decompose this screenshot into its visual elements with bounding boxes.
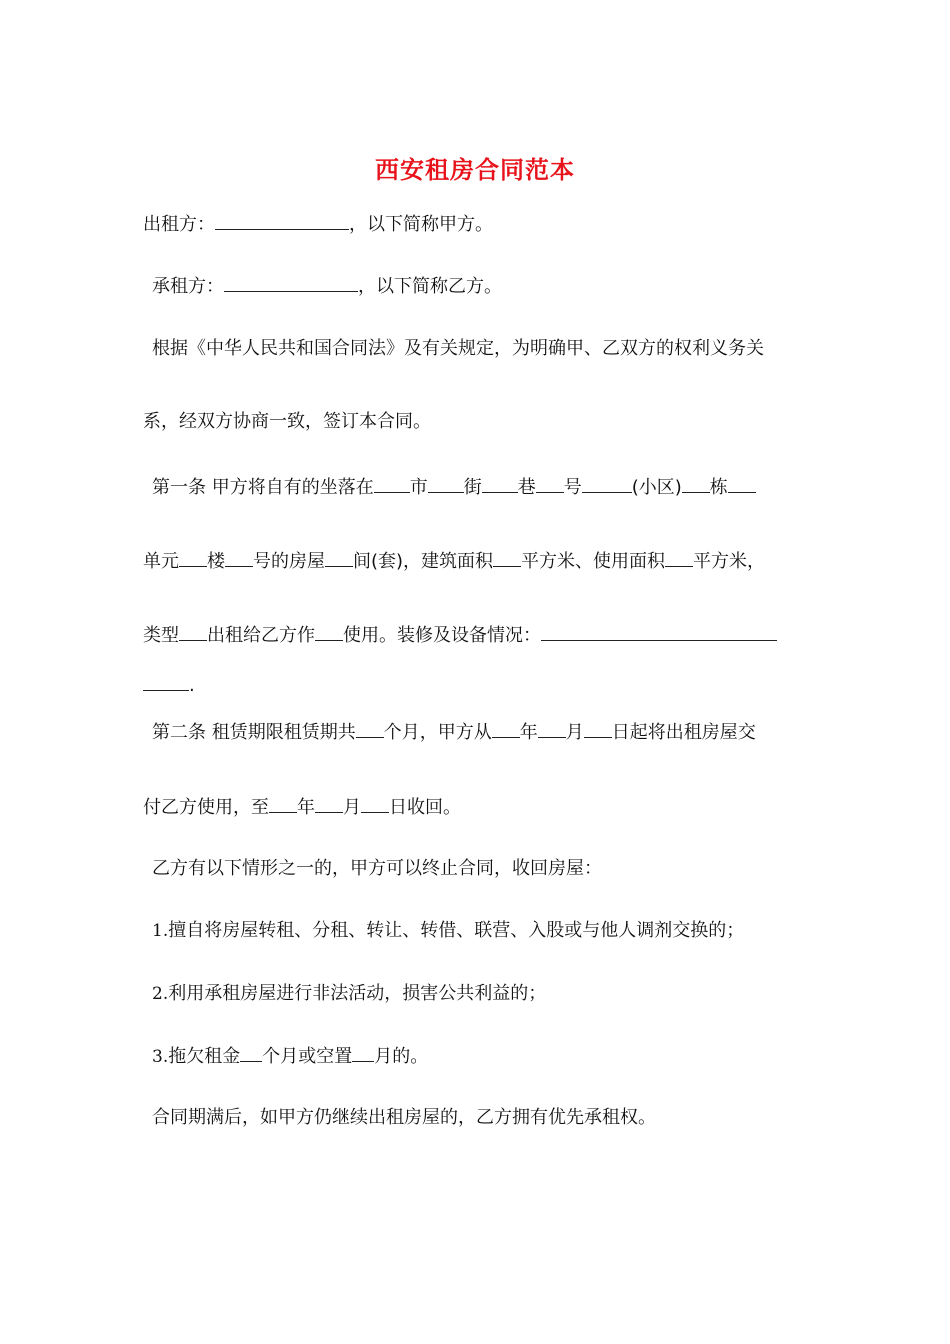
article1-line-2 xyxy=(143,548,813,575)
item-text: 擅自将房屋转租、分租、转让、转借、联营、入股或与他人调剂交换的； xyxy=(168,920,745,941)
number-blank xyxy=(536,474,564,493)
lessor-line xyxy=(143,211,813,238)
lane-blank xyxy=(482,474,518,493)
months-blank xyxy=(356,719,384,738)
vacancy-months-blank xyxy=(352,1043,374,1062)
floor-area-blank xyxy=(493,548,521,567)
street-blank xyxy=(428,474,464,493)
article1-text: 楼 xyxy=(207,551,225,572)
lessee-name-blank xyxy=(224,273,358,292)
end-year-blank xyxy=(269,794,297,813)
item-text: 月的。 xyxy=(374,1046,429,1067)
start-year-blank xyxy=(492,719,520,738)
building-blank xyxy=(682,474,710,493)
type-blank xyxy=(179,622,207,641)
article2-text: 日收回。 xyxy=(389,797,461,818)
termination-heading: 乙方有以下情形之一的，甲方可以终止合同，收回房屋： xyxy=(152,858,602,879)
article1-text: 第一条 甲方将自有的坐落在 xyxy=(152,477,374,498)
article2-text: 年 xyxy=(297,797,315,818)
article1-line-4 xyxy=(143,672,813,699)
item-text: 个月或空置 xyxy=(262,1046,353,1067)
article1-text: 使用。装修及设备情况： xyxy=(343,625,541,646)
lessor-suffix: ，以下简称甲方。 xyxy=(349,214,493,235)
article1-text: 号 xyxy=(563,477,582,498)
article1-text: 市 xyxy=(409,477,428,498)
article1-text: 平方米， xyxy=(693,551,766,572)
article1-text: 出租给乙方作 xyxy=(207,625,315,646)
lessee-line xyxy=(152,273,822,300)
renewal-clause: 合同期满后，如甲方仍继续出租房屋的，乙方拥有优先承租权。 xyxy=(152,1107,656,1128)
article2-text: 月 xyxy=(565,722,584,743)
article2-text: 年 xyxy=(519,722,538,743)
community-blank xyxy=(582,474,632,493)
article2-text: 付乙方使用，至 xyxy=(143,797,269,818)
end-month-blank xyxy=(315,794,343,813)
start-day-blank xyxy=(584,719,612,738)
floor-blank xyxy=(179,548,207,567)
article1-text: 类型 xyxy=(143,625,179,646)
intro-line-2: 系，经双方协商一致，签订本合同。 xyxy=(143,411,431,432)
article2-text: 月 xyxy=(343,797,361,818)
article1-line-3 xyxy=(143,622,813,649)
article2-text: 个月，甲方从 xyxy=(383,722,492,743)
article1-text: 单元 xyxy=(143,551,179,572)
article1-text: (小区) xyxy=(631,477,682,498)
item-number: 3. xyxy=(152,1047,169,1067)
purpose-blank xyxy=(315,622,343,641)
article2-text: 第二条 租赁期限租赁期共 xyxy=(152,722,356,743)
termination-item-3 xyxy=(152,1043,822,1070)
unit-blank xyxy=(728,474,756,493)
lessor-name-blank xyxy=(215,211,349,230)
lessee-label: 承租方： xyxy=(152,276,224,297)
termination-item-2 xyxy=(152,981,822,1007)
termination-item-1 xyxy=(152,918,822,944)
lessor-label: 出租方： xyxy=(143,214,215,235)
city-blank xyxy=(374,474,410,493)
equipment-blank xyxy=(541,622,777,641)
rooms-blank xyxy=(325,548,353,567)
item-number: 2. xyxy=(152,984,169,1004)
article1-text: 巷 xyxy=(517,477,536,498)
item-number: 1. xyxy=(152,921,169,941)
item-text: 利用承租房屋进行非法活动，损害公共利益的； xyxy=(168,983,547,1004)
article1-line-1 xyxy=(152,474,822,501)
article1-text: 栋 xyxy=(709,477,728,498)
usable-area-blank xyxy=(665,548,693,567)
article1-text: 间(套)，建筑面积 xyxy=(353,551,494,572)
article2-text: 日起将出租房屋交 xyxy=(611,722,756,743)
intro-line-1: 根据《中华人民共和国合同法》及有关规定，为明确甲、乙双方的权利义务关 xyxy=(152,338,764,359)
article1-text: 号的房屋 xyxy=(253,551,325,572)
arrears-months-blank xyxy=(240,1043,262,1062)
equipment-blank-continued xyxy=(143,672,189,691)
article1-text: 平方米、使用面积 xyxy=(521,551,666,572)
lessee-suffix: ，以下简称乙方。 xyxy=(358,276,502,297)
start-month-blank xyxy=(538,719,566,738)
room-number-blank xyxy=(225,548,253,567)
article2-line-2 xyxy=(143,794,813,821)
article1-text: 街 xyxy=(463,477,482,498)
document-title: 西安租房合同范本 xyxy=(375,155,575,184)
item-text: 拖欠租金 xyxy=(168,1046,241,1067)
article1-text: . xyxy=(189,675,195,696)
end-day-blank xyxy=(361,794,389,813)
article2-line-1 xyxy=(152,719,822,746)
